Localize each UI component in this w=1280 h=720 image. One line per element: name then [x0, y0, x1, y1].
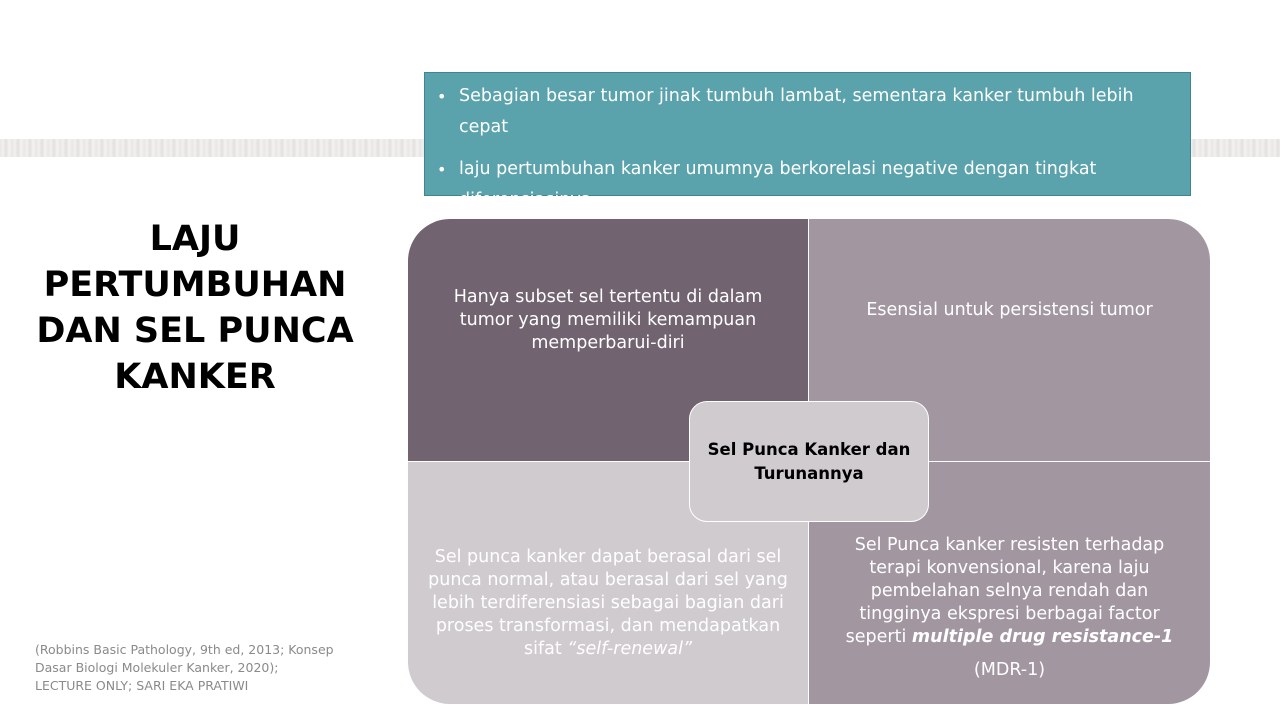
matrix-bottom-left-text	[428, 546, 788, 661]
matrix-center-label: Sel Punca Kanker dan Turunannya	[707, 439, 911, 483]
matrix-bottom-right-text	[839, 534, 1180, 649]
citation: (Robbins Basic Pathology, 9th ed, 2013; Konsep Dasar Biologi Molekuler Kanker, 2020); LECTURE ONLY; SARI EKA PRATIWI	[35, 642, 334, 693]
summary-bullet-list	[435, 81, 1178, 216]
matrix-bottom-left-main: Sel punca kanker dapat berasal dari sel punca normal, atau berasal dari sel yang lebih terdiferensiasi sebagai bagian dari proses transformasi, dan mendapatkan sifat	[428, 546, 788, 659]
matrix-bottom-right-emphasis: multiple drug resistance-1	[911, 627, 1174, 647]
matrix-top-right-text: Esensial untuk persistensi tumor	[866, 299, 1153, 320]
matrix-bottom-right-sub: (MDR-1)	[973, 660, 1046, 680]
slide-title: LAJU PERTUMBUHAN DAN SEL PUNCA KANKER	[36, 219, 354, 397]
summary-box	[424, 72, 1191, 210]
summary-bullet: • Sebagian besar tumor jinak tumbuh lambat, sementara kanker tumbuh lebih cepat	[435, 81, 1178, 143]
summary-bullet: • laju pertumbuhan kanker umumnya berkorelasi negative dengan tingkat diferensiasinya	[435, 154, 1178, 216]
matrix-bottom-right-main: Sel Punca kanker resisten terhadap terapi konvensional, karena laju pembelahan selnya rendah dan tingginya ekspresi berbagai factor seperti	[845, 535, 1165, 647]
matrix-center-box	[689, 401, 929, 522]
matrix-bottom-left-emphasis: “self-renewal”	[567, 638, 693, 659]
matrix-top-left-text: Hanya subset sel tertentu di dalam tumor yang memiliki kemampuan memperbarui-diri	[453, 286, 763, 353]
